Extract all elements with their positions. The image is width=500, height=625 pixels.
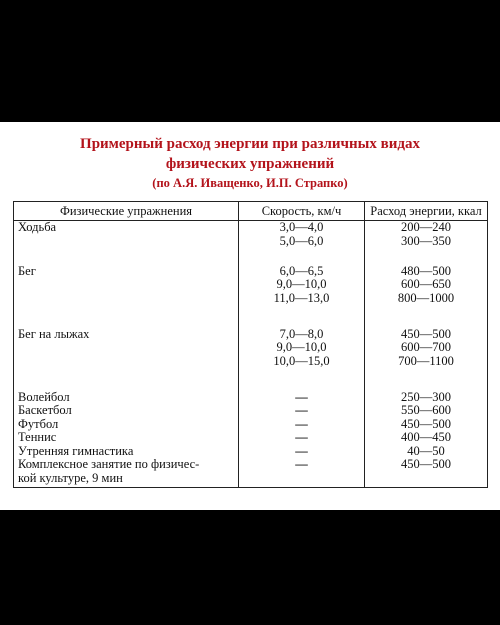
speed-cell [239,328,365,391]
table-row-running [14,265,488,328]
title-authors: (по А.Я. Иващенко, И.П. Страпко) [152,176,348,190]
header-energy: Расход энергии, ккал [365,202,488,221]
speed-value: 10,0—15,0 [273,353,330,368]
energy-value: 40—50 [407,443,445,458]
table-row-skiing [14,328,488,391]
energy-value: 200—240 [401,220,451,234]
exercise-name: Теннис [18,430,57,444]
table-row-sports [14,391,488,488]
energy-cell [365,328,488,391]
exercise-name: кой культуре, 9 мин [18,470,123,485]
table-header-row [14,202,488,221]
speed-value: 6,0—6,5 [279,263,324,278]
speed-cell [239,265,365,328]
energy-value: 300—350 [401,233,451,248]
speed-value: 11,0—13,0 [273,290,330,305]
document-title [0,134,500,192]
exercise-name: Футбол [18,416,59,431]
energy-cell [365,265,488,328]
header-speed: Скорость, км/ч [239,202,365,221]
energy-value: 600—700 [401,340,451,354]
speed-value: 9,0—10,0 [276,340,327,354]
energy-cell [365,221,488,265]
energy-value: 600—650 [401,277,451,291]
exercise-cell [14,328,239,391]
title-line-2: физических упражнений [165,156,335,172]
title-line-1: Примерный расход энергии при различных видах [80,136,420,152]
energy-value: 400—450 [401,430,451,444]
speed-value: 9,0—10,0 [276,277,327,291]
speed-value: 3,0—4,0 [279,220,324,234]
speed-cell [239,221,365,265]
exercise-name: Бег [18,263,36,278]
speed-value: — [295,457,308,471]
energy-value: 450—500 [401,326,451,341]
exercise-name: Комплексное занятие по физичес- [18,457,200,471]
exercise-name: Бег на лыжах [18,326,90,341]
speed-value: 7,0—8,0 [279,326,324,341]
exercise-cell [14,221,239,265]
speed-value: 5,0—6,0 [279,233,324,248]
energy-value: 250—300 [401,389,451,404]
header-exercises: Физические упражнения [14,202,239,221]
speed-value: — [295,443,308,458]
speed-value: — [295,403,308,417]
exercise-name: Баскетбол [18,403,72,417]
exercise-name: Волейбол [18,389,70,404]
speed-value: — [295,389,308,404]
energy-value: 800—1000 [397,290,455,305]
energy-value: 450—500 [401,457,451,471]
energy-value: 550—600 [401,403,451,417]
energy-cell [365,391,488,488]
table-row-walking [14,221,488,265]
exercise-name: Ходьба [18,220,57,234]
exercise-cell [14,265,239,328]
exercise-cell [14,391,239,488]
energy-value: 700—1100 [398,353,454,368]
speed-value: — [295,416,308,431]
energy-table [13,201,488,488]
energy-value: 480—500 [401,263,451,278]
speed-value: — [295,430,308,444]
exercise-name: Утренняя гимнастика [18,443,134,458]
energy-value: 450—500 [401,416,451,431]
speed-cell [239,391,365,488]
